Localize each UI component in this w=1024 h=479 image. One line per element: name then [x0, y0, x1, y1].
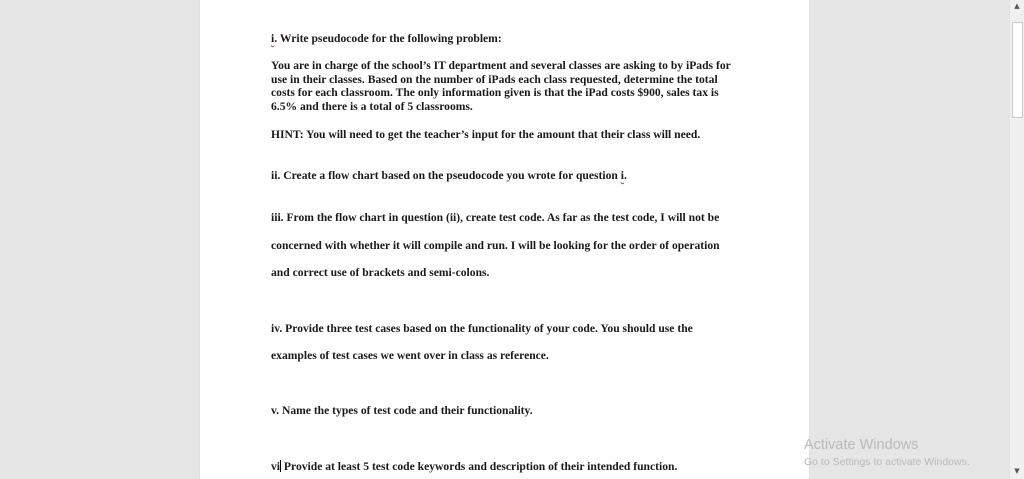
document-page[interactable] — [200, 0, 809, 479]
question-5: v. Name the types of test code and their functionality. — [271, 404, 533, 417]
hint-text: HINT: You will need to get the teacher’s input for the amount that their class will need. — [271, 128, 701, 141]
question-4-line-2: examples of test cases we went over in class as reference. — [271, 349, 549, 362]
watermark-title: Activate Windows — [804, 437, 919, 453]
spelling-flag: i — [620, 169, 624, 182]
question-2: ii. Create a flow chart based on the pseudocode you wrote for question i. — [271, 169, 627, 182]
vertical-scrollbar[interactable] — [1009, 0, 1024, 479]
spelling-flag: i — [271, 32, 275, 45]
scroll-up-icon[interactable]: ▲ — [1014, 2, 1020, 10]
question-4-line-1: iv. Provide three test cases based on the functionality of your code. You should use the — [271, 322, 693, 335]
question-3-line-1: iii. From the flow chart in question (ii), create test code. As far as the test code, I will not be — [271, 211, 720, 224]
scroll-down-icon[interactable]: ▼ — [1014, 467, 1020, 475]
question-1-heading: i. Write pseudocode for the following problem: — [271, 32, 502, 45]
watermark-subtitle: Go to Settings to activate Windows. — [804, 456, 970, 468]
activate-windows-watermark — [804, 437, 970, 469]
question-3-line-2: concerned with whether it will compile and run. I will be looking for the order of operation — [271, 239, 720, 252]
scrollbar-thumb[interactable] — [1012, 22, 1023, 118]
question-3-line-3: and correct use of brackets and semi-colons. — [271, 266, 490, 279]
question-1-body: You are in charge of the school’s IT department and several classes are asking to by iPads for use in their classes. Based on the number of iPads each class requested, determine the total costs for each classroom. The only information given is that the iPad costs $900, sales tax is 6.5% and there is a total of 5 classrooms. — [271, 59, 731, 113]
question-6: vi Provide at least 5 test code keywords and description of their intended function. — [271, 460, 678, 473]
